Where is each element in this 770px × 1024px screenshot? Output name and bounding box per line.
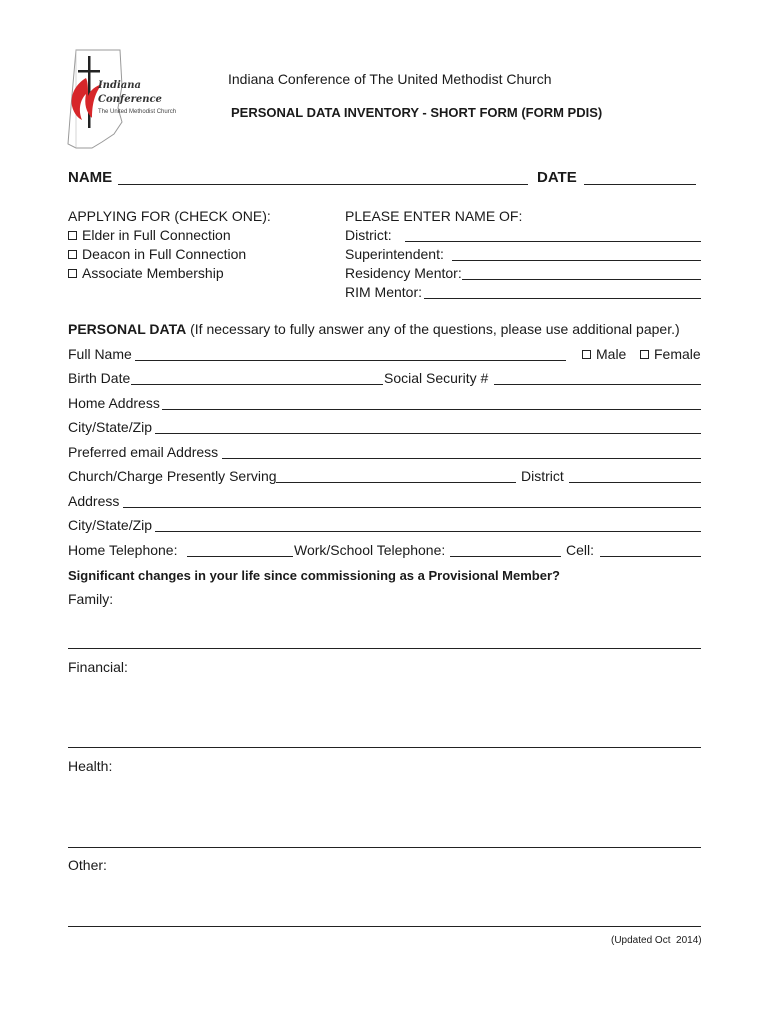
rim-mentor-field[interactable] <box>424 298 701 299</box>
preferred-email-label: Preferred email Address <box>68 444 219 460</box>
org-title: Indiana Conference of The United Methodist Church <box>228 71 552 87</box>
health-label: Health: <box>68 758 113 774</box>
option-associate[interactable] <box>68 265 224 282</box>
option-female-label: Female <box>654 346 701 362</box>
church-charge-label: Church/Charge Presently Serving <box>68 468 277 484</box>
applying-heading: APPLYING FOR (CHECK ONE): <box>68 208 271 224</box>
residency-mentor-label: Residency Mentor: <box>345 265 462 281</box>
district-name-field[interactable] <box>405 241 701 242</box>
home-address-label: Home Address <box>68 395 160 411</box>
district-field[interactable] <box>569 482 701 483</box>
family-field[interactable] <box>68 648 701 649</box>
work-telephone-field[interactable] <box>450 556 561 557</box>
name-field[interactable] <box>118 184 528 185</box>
checkbox-female[interactable] <box>640 350 649 359</box>
home-telephone-field[interactable] <box>187 556 293 557</box>
superintendent-field[interactable] <box>452 260 701 261</box>
preferred-email-field[interactable] <box>222 458 701 459</box>
full-name-field[interactable] <box>135 360 566 361</box>
logo-line3: The United Methodist Church <box>98 109 177 115</box>
cell-field[interactable] <box>600 556 701 557</box>
full-name-label: Full Name <box>68 346 132 362</box>
rim-mentor-label: RIM Mentor: <box>345 284 423 300</box>
option-deacon-label: Deacon in Full Connection <box>82 246 247 262</box>
other-field[interactable] <box>68 926 701 927</box>
birth-date-field[interactable] <box>131 384 383 385</box>
home-telephone-label: Home Telephone: <box>68 542 178 558</box>
birth-date-label: Birth Date <box>68 370 131 386</box>
option-male-label: Male <box>596 346 627 362</box>
logo-line2: Conference <box>98 94 162 105</box>
personal-data-heading <box>68 321 680 338</box>
church-charge-field[interactable] <box>276 482 516 483</box>
enter-names-heading: PLEASE ENTER NAME OF: <box>345 208 523 224</box>
conference-logo <box>62 48 182 154</box>
work-telephone-label: Work/School Telephone: <box>294 542 446 558</box>
financial-label: Financial: <box>68 659 128 675</box>
option-elder-label: Elder in Full Connection <box>82 227 231 243</box>
option-associate-label: Associate Membership <box>82 265 224 281</box>
checkbox-deacon[interactable] <box>68 250 77 259</box>
option-male[interactable] <box>582 346 626 363</box>
cell-label: Cell: <box>566 542 595 558</box>
district-label: District <box>521 468 564 484</box>
updated-note: (Updated Oct 2014) <box>611 935 702 946</box>
other-label: Other: <box>68 857 107 873</box>
home-address-field[interactable] <box>162 409 701 410</box>
ssn-field[interactable] <box>494 384 701 385</box>
option-deacon[interactable] <box>68 246 246 263</box>
date-field[interactable] <box>584 184 696 185</box>
church-city-state-zip-label: City/State/Zip <box>68 517 153 533</box>
district-name-label: District: <box>345 227 392 243</box>
city-state-zip-label: City/State/Zip <box>68 419 153 435</box>
ssn-label: Social Security # <box>384 370 489 386</box>
health-field[interactable] <box>68 847 701 848</box>
date-label: DATE <box>537 169 577 186</box>
logo-line1: Indiana <box>98 80 141 91</box>
option-elder[interactable] <box>68 227 231 244</box>
checkbox-male[interactable] <box>582 350 591 359</box>
changes-heading: Significant changes in your life since commissioning as a Provisional Member? <box>68 568 560 583</box>
name-label: NAME <box>68 169 113 186</box>
checkbox-elder[interactable] <box>68 231 77 240</box>
family-label: Family: <box>68 591 114 607</box>
church-city-state-zip-field[interactable] <box>155 531 701 532</box>
personal-data-heading-note: (If necessary to fully answer any of the questions, please use additional paper.) <box>190 321 680 337</box>
option-female[interactable] <box>640 346 701 363</box>
financial-field[interactable] <box>68 747 701 748</box>
church-address-label: Address <box>68 493 120 509</box>
superintendent-label: Superintendent: <box>345 246 444 262</box>
church-address-field[interactable] <box>123 507 701 508</box>
city-state-zip-field[interactable] <box>155 433 701 434</box>
residency-mentor-field[interactable] <box>462 279 701 280</box>
form-title: PERSONAL DATA INVENTORY - SHORT FORM (FORM PDIS) <box>231 105 603 120</box>
personal-data-heading-bold: PERSONAL DATA <box>68 321 187 337</box>
checkbox-associate[interactable] <box>68 269 77 278</box>
